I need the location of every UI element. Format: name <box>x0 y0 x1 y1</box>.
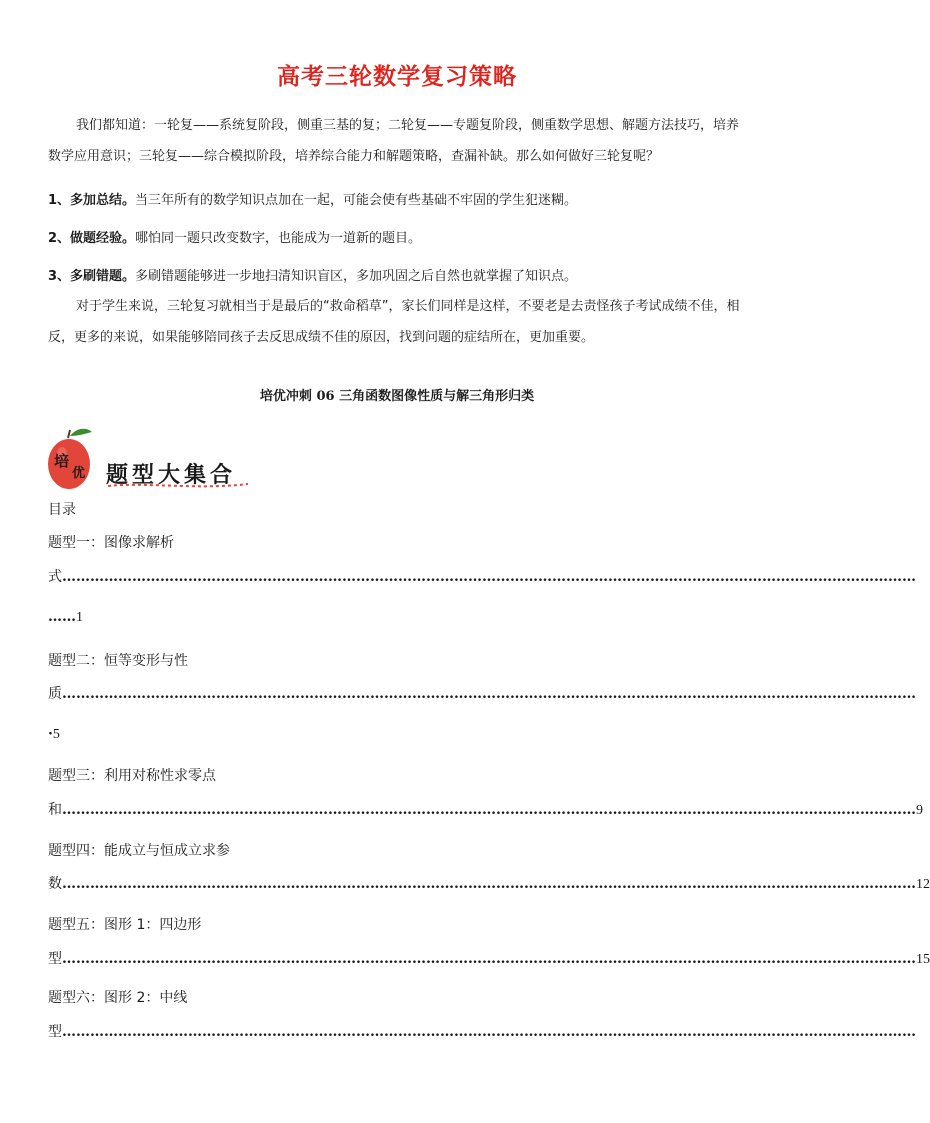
toc-entry-1-title[interactable]: 题型一：图像求解析 <box>48 535 174 551</box>
toc-entry-4-lead-char: 数 <box>48 876 62 892</box>
toc-entry-2-dots: ………………………………………………………………………………………………………………………………………………………………… <box>62 686 916 702</box>
toc-entry-5-title[interactable]: 题型五：图形 1：四边形 <box>48 917 202 933</box>
toc-entry-1-page: 1 <box>76 610 83 625</box>
toc-entry-6-lead-char: 型 <box>48 1024 62 1040</box>
toc-entry-4-leader[interactable] <box>48 873 930 895</box>
toc-entry-3-leader[interactable] <box>48 799 923 821</box>
toc-entry-2-lead-char: 质 <box>48 686 62 702</box>
toc-entry-5-page: 15 <box>916 952 930 967</box>
toc-entry-2-title[interactable]: 题型二：恒等变形与性 <box>48 653 188 669</box>
toc-entry-1-leader[interactable] <box>48 566 916 588</box>
badge-char-1: 培 <box>54 452 70 470</box>
toc-entry-4-dots: ………………………………………………………………………………………………………………………………………………………………… <box>62 876 916 892</box>
toc-entry-2-continuation <box>48 726 60 743</box>
toc-entry-4-title[interactable]: 题型四：能成立与恒成立求参 <box>48 843 230 859</box>
toc-entry-5-lead-char: 型 <box>48 951 62 967</box>
intro-paragraph: 我们都知道：一轮复——系统复阶段，侧重三基的复；二轮复——专题复阶段，侧重数学思想、解题方法技巧，培养数学应用意识；三轮复——综合模拟阶段，培养综合能力和解题策略，查漏补缺。那么如何做好三轮复呢？ <box>48 118 740 164</box>
banner-text: 题型大集合 <box>106 462 237 488</box>
toc-entry-3-page: 9 <box>916 803 923 818</box>
toc-entry-6-dots: ………………………………………………………………………………………………………………………………………………………………… <box>62 1024 916 1040</box>
tip-3 <box>48 267 748 287</box>
banner <box>48 424 258 494</box>
toc-entry-5-dots: ………………………………………………………………………………………………………………………………………………………………… <box>62 951 916 967</box>
tip-2-head: 2、做题经验。 <box>48 231 136 246</box>
toc-entry-1-dots: ………………………………………………………………………………………………………………………………………………………………… <box>62 569 916 585</box>
toc-entry-6-leader[interactable] <box>48 1021 916 1043</box>
closing-paragraph: 对于学生来说，三轮复习就相当于是最后的“救命稻草”，家长们同样是这样，不要老是去责怪孩子考试成绩不佳，相反，更多的来说，如果能够陪同孩子去反思成绩不佳的原因，找到问题的症结所在，更加重要。 <box>48 299 740 345</box>
toc-entry-1-continuation <box>48 609 83 626</box>
document-title: 高考三轮数学复习策略 <box>277 64 517 90</box>
toc-entry-3-title[interactable]: 题型三：利用对称性求零点 <box>48 768 216 784</box>
toc-entry-4-page: 12 <box>916 877 930 892</box>
toc-entry-1-lead-char: 式 <box>48 569 62 585</box>
tip-2-body: 哪怕同一题只改变数字，也能成为一道新的题目。 <box>135 231 422 246</box>
tip-1 <box>48 191 748 211</box>
leaf-icon <box>70 429 92 436</box>
toc-heading: 目录 <box>48 502 76 518</box>
tip-1-body: 当三年所有的数学知识点加在一起，可能会使有些基础不牢固的学生犯迷糊。 <box>135 193 578 208</box>
tip-2 <box>48 229 748 249</box>
toc-entry-2-page: 5 <box>52 727 60 742</box>
tip-3-head: 3、多刷错题。 <box>48 269 136 284</box>
toc-entry-2-cont-dots: · <box>48 726 53 742</box>
tip-1-head: 1、多加总结。 <box>48 193 136 208</box>
toc-entry-2-leader[interactable] <box>48 683 916 705</box>
toc-entry-1-cont-dots: …… <box>48 609 76 625</box>
tip-3-body: 多刷错题能够进一步地扫清知识盲区，多加巩固之后自然也就掌握了知识点。 <box>135 269 578 284</box>
badge-char-2: 优 <box>72 466 86 481</box>
toc-entry-3-dots: ………………………………………………………………………………………………………………………………………………………………… <box>62 802 916 818</box>
section-subtitle: 培优冲刺 06 三角函数图像性质与解三角形归类 <box>259 389 535 404</box>
toc-entry-3-lead-char: 和 <box>48 802 62 818</box>
toc-entry-6-title[interactable]: 题型六：图形 2：中线 <box>48 990 188 1006</box>
toc-entry-5-leader[interactable] <box>48 948 930 970</box>
